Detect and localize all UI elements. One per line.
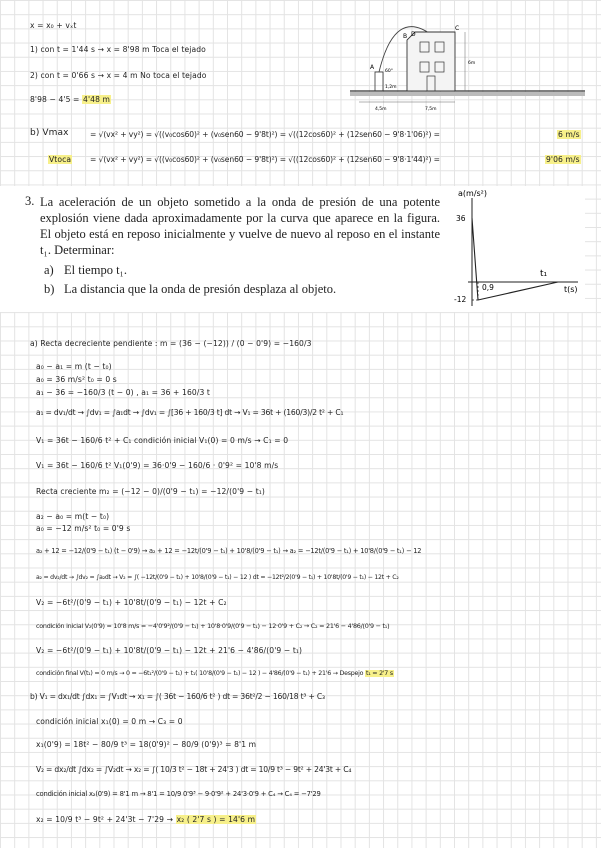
vtoca-label: Vtoca (49, 155, 72, 164)
label-a: A (370, 64, 375, 71)
sol-line-21: condición inicial x₂(0'9) = 8'1 m → 8'1 = 10/9 0'9³ − 9·0'9² + 24'3·0'9 + C₄ → C₄ = −7'29 (36, 790, 321, 798)
angle-label: 60° (385, 69, 393, 74)
sol-line-10: a₀ = −12 m/s² t₀ = 0'9 s (36, 524, 131, 533)
item-b-text: La distancia que la onda de presión desplaza al objeto. (64, 282, 337, 296)
x-axis-label: t(s) (564, 285, 578, 294)
sol-line-17: b) V₁ = dx₁/dt ∫dx₁ = ∫V₁dt → x₁ = ∫( 36t − 160/6 t² ) dt = 36t²/2 − 160/18 t³ + C₃ (30, 692, 325, 701)
building-diagram (345, 12, 590, 120)
difference-expr: 8'98 − 4'5 = (30, 95, 80, 104)
difference-result: 4'48 m (83, 95, 111, 104)
item-a-text: El tiempo t₁. (64, 263, 128, 277)
case-2-line: 2) con t = 0'66 s → x = 4 m No toca el tejado (30, 71, 207, 80)
item-b-label: b) (44, 282, 55, 296)
x-tick-0-9: 0,9 (482, 283, 494, 292)
vmax-result: 6 m/s (558, 130, 580, 139)
sol-line-13: V₂ = −6t²/(0'9 − t₁) + 10'8t/(0'9 − t₁) − 12t + C₂ (36, 598, 227, 607)
problem-number: 3. (25, 194, 35, 208)
vtoca-result-wrap (545, 155, 581, 164)
y-axis-label: a(m/s²) (458, 189, 488, 198)
sol-line-16 (36, 670, 394, 677)
problem-box (0, 186, 585, 312)
equation-position: x = x₀ + vₓt (30, 21, 77, 30)
sol-line-7: V₁ = 36t − 160/6 t² V₁(0'9) = 36·0'9 − 160/6 · 0'9² = 10'8 m/s (36, 461, 279, 470)
sol-line-11: a₂ + 12 = −12/(0'9 − t₁) (t − 0'9) → a₂ + 12 = −12t/(0'9 − t₁) + 10'8/(0'9 − t₁) → a₂ = −12t/(0'9 − t₁) + 10'8/(0'9 − t₁) − 12 (36, 547, 422, 555)
problem-statement: La aceleración de un objeto sometido a la onda de presión de una potente explosión viene dada aproximadamente por la curva que aparece en la figura. El objeto está en reposo inicialmente y vuelve de nuevo al reposo en el instante t₁. Determinar: (40, 195, 440, 257)
difference-line (30, 95, 111, 104)
sol-line-14: condición inicial V₂(0'9) = 10'8 m/s = −4'0'9²/(0'9 − t₁) + 10'8·0'9/(0'9 − t₁) − 12·0'9 + C₂ → C₂ = 21'6 − 4'86/(0'9 − t₁) (36, 622, 390, 630)
sol-line-22 (36, 815, 256, 824)
width-2: 7,5m (425, 107, 437, 112)
launch-height: 1,2m (385, 85, 397, 90)
problem-item-b (44, 282, 336, 297)
case-1-line: 1) con t = 1'44 s → x = 8'98 m Toca el tejado (30, 45, 206, 54)
sol-line-2: a₀ − a₁ = m (t − t₀) (36, 362, 112, 371)
vtoca-expression: = √(vx² + vy²) = √((v₀cos60)² + (v₀sen60 − 9'8t)²) = √((12cos60)² + (12sen60 − 9'8·1'44)²) = (90, 155, 440, 164)
y-tick-36: 36 (456, 214, 466, 223)
sol-line-3: a₀ = 36 m/s² t₀ = 0 s (36, 375, 117, 384)
vtoca-result: 9'06 m/s (546, 155, 580, 164)
item-a-label: a) (44, 263, 54, 277)
label-b: B (403, 33, 408, 40)
x2-result: x₂ ( 2'7 s ) = 14'6 m (176, 815, 256, 824)
sol-line-5: a₁ = dv₁/dt → ∫dv₁ = ∫a₁dt → ∫dv₁ = ∫[36 + 160/3 t] dt → V₁ = 36t + (160/3)/2 t² + C₁ (36, 408, 344, 417)
vmax-expression: = √(vx² + vy²) = √((v₀cos60)² + (v₀sen60 − 9'8t)²) = √((12cos60)² + (12sen60 − 9'8·1'06)²) = (90, 130, 440, 139)
t1-label: t₁ (540, 269, 548, 279)
label-d: D (411, 31, 416, 38)
sol-line-4: a₁ − 36 = −160/3 (t − 0) , a₁ = 36 + 160/3 t (36, 388, 210, 397)
sol-line-6: V₁ = 36t − 160/6 t² + C₁ condición inicial V₁(0) = 0 m/s → C₁ = 0 (36, 436, 289, 445)
wall-height: 6m (468, 61, 476, 66)
y-tick-minus-12: -12 (454, 295, 467, 304)
acceleration-graph (448, 186, 585, 312)
vmax-result-wrap (557, 130, 581, 139)
sol-line-1: a) Recta decreciente pendiente : m = (36 − (−12)) / (0 − 0'9) = −160/3 (30, 339, 312, 348)
sol-line-19: x₁(0'9) = 18t² − 80/9 t³ = 18(0'9)² − 80/9 (0'9)³ = 8'1 m (36, 740, 257, 749)
sol-line-12: a₂ = dv₂/dt → ∫dv₂ = ∫a₂dt → V₂ = ∫( −12t/(0'9 − t₁) + 10'8/(0'9 − t₁) − 12 ) dt = −12t²/2(0'9 − t₁) + 10'8t/(0'9 − t₁) − 12t + C₂ (36, 574, 399, 581)
vmax-line (30, 128, 69, 138)
sol-line-9: a₂ − a₀ = m(t − t₀) (36, 512, 110, 521)
t1-result: t₁ = 2'7 s (366, 670, 393, 677)
label-c: C (455, 25, 460, 32)
problem-item-a (44, 263, 127, 278)
sol-line-15: V₂ = −6t²/(0'9 − t₁) + 10'8t/(0'9 − t₁) − 12t + 21'6 − 4'86/(0'9 − t₁) (36, 646, 303, 655)
final-condition: condición final V(t₁) = 0 m/s → 0 = −6t₁²/(0'9 − t₁) + t₁( 10'8/(0'9 − t₁) − 12 ) − 4'86/(0'9 − t₁) + 21'6 → Despejo (36, 670, 364, 677)
sol-line-20: V₂ = dx₂/dt ∫dx₂ = ∫V₂dt → x₂ = ∫( 10/3 t² − 18t + 24'3 ) dt = 10/9 t³ − 9t² + 24'3t + C₄ (36, 765, 352, 774)
sol-line-8: Recta creciente m₂ = (−12 − 0)/(0'9 − t₁) = −12/(0'9 − t₁) (36, 487, 265, 496)
sol-line-18: condición inicial x₁(0) = 0 m → C₃ = 0 (36, 717, 183, 726)
width-1: 4,5m (375, 107, 387, 112)
x2-expression: x₂ = 10/9 t³ − 9t² + 24'3t − 7'29 → (36, 815, 174, 824)
vtoca-label-wrap (48, 155, 72, 164)
vmax-label: b) Vmax (30, 128, 69, 138)
